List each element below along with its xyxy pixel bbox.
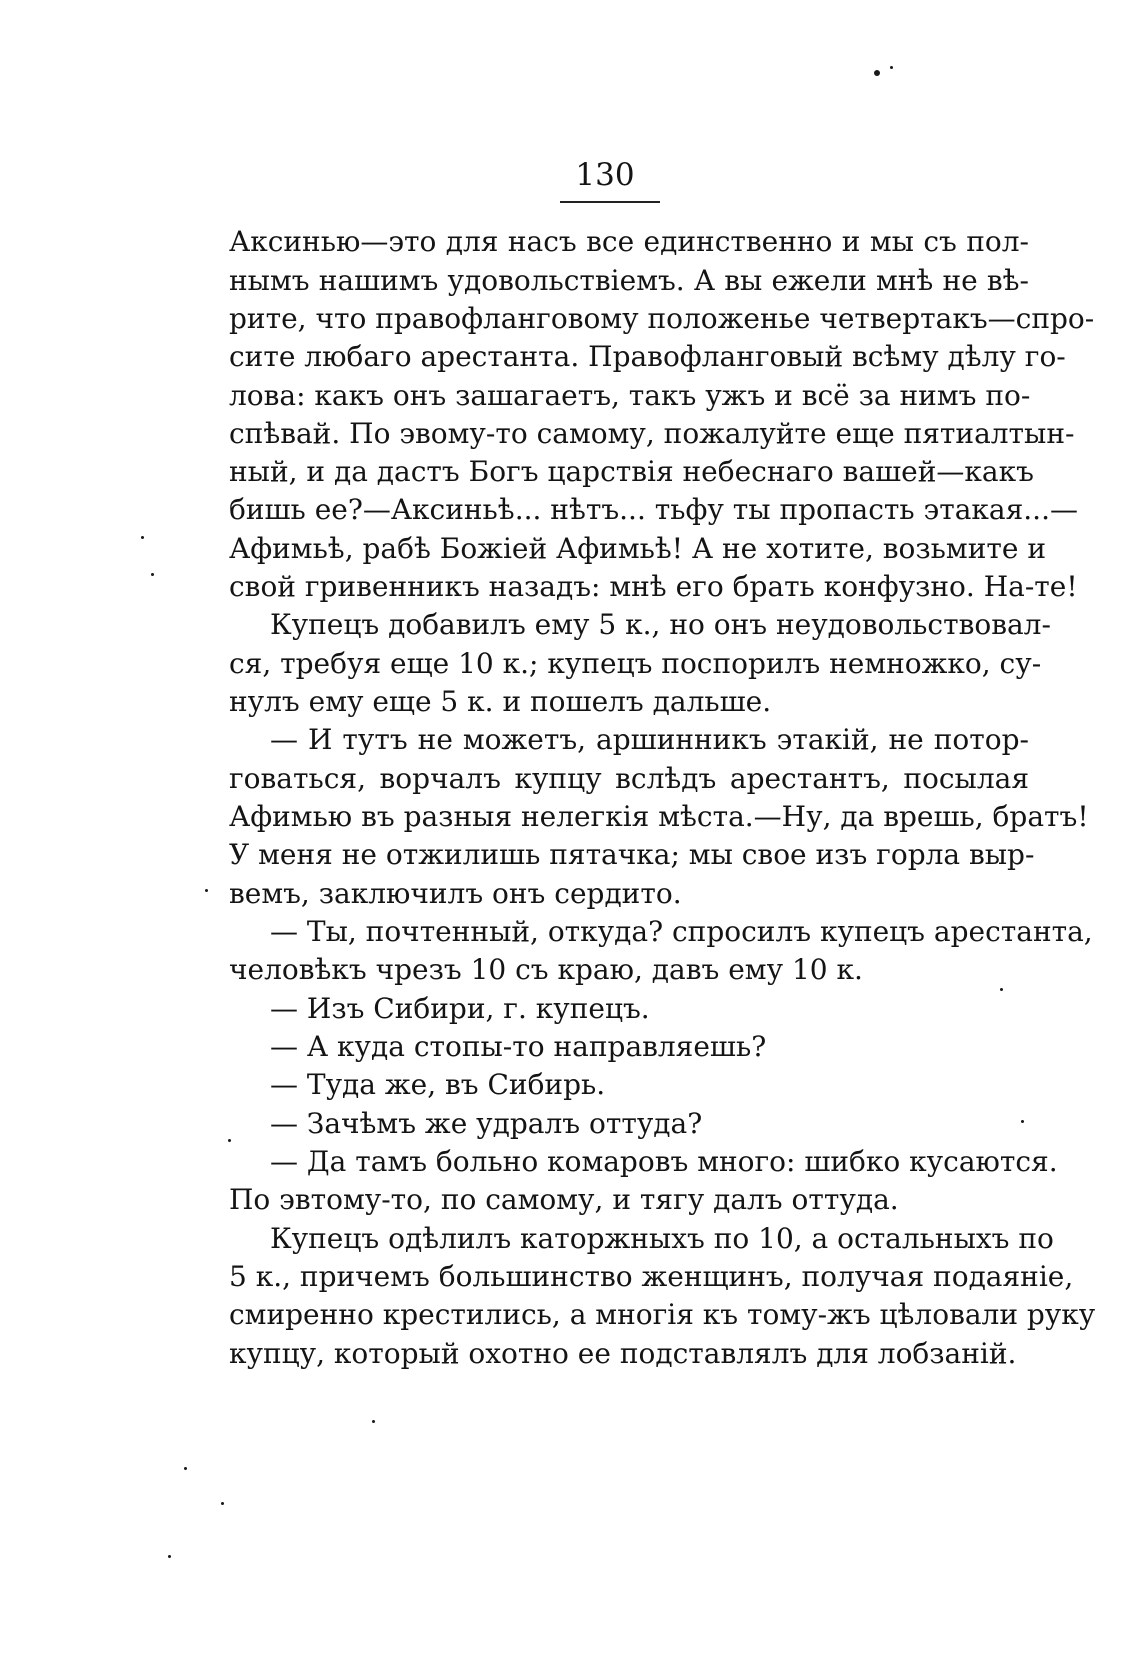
- text-line: — А куда стопы-то направляешь?: [270, 1030, 767, 1063]
- text-line: ся, требуя еще 10 к.; купецъ поспорилъ немножко, су-: [229, 647, 1042, 680]
- text-line: спѣвай. По эвому-то самому, пожалуйте еще пятиалтын-: [229, 417, 1075, 450]
- scan-speck: [874, 70, 880, 76]
- scan-speck: [151, 573, 154, 576]
- text-line: 5 к., причемъ большинство женщинъ, получая подаяніе,: [229, 1260, 1074, 1293]
- text-line: смиренно крестились, а многія къ тому-жъ цѣловали руку: [229, 1298, 1096, 1331]
- text-line: говаться, ворчалъ купцу вслѣдъ арестантъ, посылая: [229, 762, 1029, 795]
- scan-speck: [141, 536, 144, 539]
- text-line: сите любаго арестанта. Правофланговый всѣму дѣлу го-: [229, 340, 1066, 373]
- text-line: нулъ ему еще 5 к. и пошелъ дальше.: [229, 685, 772, 718]
- scan-speck: [372, 1420, 375, 1423]
- text-line: — Зачѣмъ же удралъ оттуда?: [270, 1107, 703, 1140]
- text-line: рите, что правофланговому положенье четвертакъ—спро-: [229, 302, 1095, 335]
- scan-speck: [221, 1502, 224, 1505]
- text-line: купцу, который охотно ее подставлялъ для лобзаній.: [229, 1337, 1017, 1370]
- scan-speck: [168, 1555, 171, 1558]
- text-line: — Туда же, въ Сибирь.: [270, 1068, 606, 1101]
- text-line: вемъ, заключилъ онъ сердито.: [229, 877, 682, 910]
- text-line: нымъ нашимъ удовольствіемъ. А вы ежели мнѣ не вѣ-: [229, 264, 1029, 297]
- text-line: По эвтому-то, по самому, и тягу далъ оттуда.: [229, 1183, 899, 1216]
- scan-speck: [228, 1139, 231, 1142]
- text-line: лова: какъ онъ зашагаетъ, такъ ужъ и всё за нимъ по-: [229, 379, 1031, 412]
- text-line: Афимьѣ, рабѣ Божіей Афимьѣ! А не хотите, возьмите и: [229, 532, 1046, 565]
- text-line: бишь ее?—Аксиньѣ... нѣтъ... тьфу ты пропасть этакая...—: [229, 493, 1078, 526]
- text-line: ный, и да дастъ Богъ царствія небеснаго вашей—какъ: [229, 455, 1034, 488]
- scan-speck: [205, 889, 208, 892]
- text-line: — И тутъ не можетъ, аршинникъ этакій, не потор-: [270, 723, 1029, 756]
- page-number: 130: [575, 157, 635, 193]
- text-line: Аксинью—это для насъ все единственно и мы съ пол-: [229, 225, 1029, 258]
- text-line: Купецъ одѣлилъ каторжныхъ по 10, а остальныхъ по: [270, 1222, 1054, 1255]
- scan-speck: [890, 66, 893, 69]
- page-number-rule: [560, 201, 660, 203]
- text-line: Афимью въ разныя нелегкія мѣста.—Ну, да врешь, братъ!: [229, 800, 1089, 833]
- scan-speck: [1021, 1120, 1024, 1123]
- text-line: человѣкъ чрезъ 10 съ краю, давъ ему 10 к.: [229, 953, 863, 986]
- scan-speck: [184, 1467, 187, 1470]
- text-line: — Ты, почтенный, откуда? спросилъ купецъ арестанта,: [270, 915, 1093, 948]
- text-line: У меня не отжилишь пятачка; мы свое изъ горла выр-: [229, 838, 1035, 871]
- text-line: Купецъ добавилъ ему 5 к., но онъ неудовольствовал-: [270, 608, 1051, 641]
- text-line: свой гривенникъ назадъ: мнѣ его брать конфузно. На-те!: [229, 570, 1078, 603]
- scan-speck: [1000, 988, 1003, 991]
- text-line: — Да тамъ больно комаровъ много: шибко кусаются.: [270, 1145, 1058, 1178]
- text-line: — Изъ Сибири, г. купецъ.: [270, 992, 650, 1025]
